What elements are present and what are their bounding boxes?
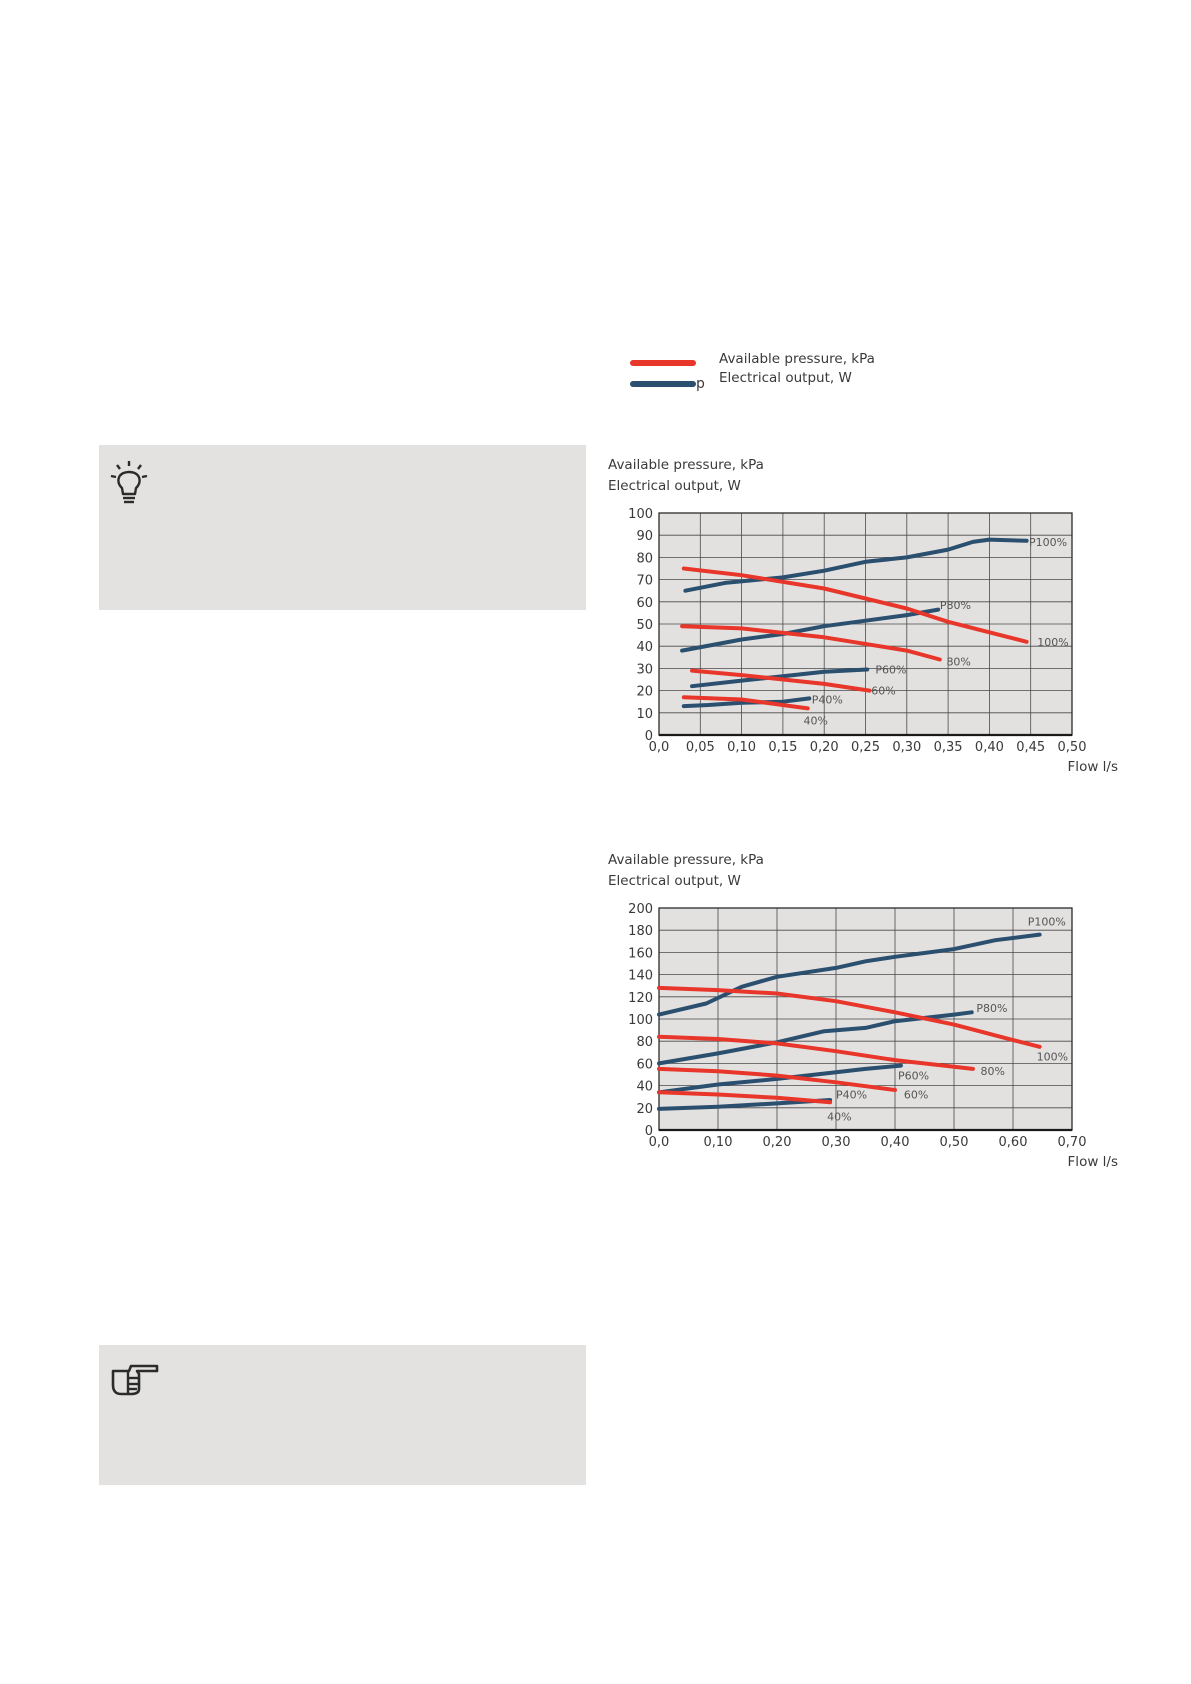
x-tick-label: 0,50 [939, 1135, 969, 1150]
series-label: P100% [1029, 535, 1068, 549]
series-label: 80% [980, 1065, 1006, 1079]
y-tick-label: 200 [628, 902, 653, 917]
y-tick-label: 80 [636, 1035, 653, 1051]
series-label: 60% [871, 684, 896, 698]
y-tick-label: 70 [636, 573, 653, 589]
x-tick-label: 0,50 [1057, 740, 1087, 755]
x-tick-label: 0,0 [648, 740, 670, 755]
pump-curve-chart-2 [605, 852, 1118, 1193]
chart-1-plot [605, 458, 1105, 758]
series-label: P60% [897, 1069, 930, 1083]
chart-2-plot [605, 853, 1105, 1153]
y-tick-label: 10 [636, 706, 653, 722]
x-tick-label: 0,05 [685, 740, 715, 755]
y-tick-label: 60 [636, 1057, 653, 1073]
series-label: P80% [976, 1001, 1008, 1015]
y-tick-label: 0 [644, 1124, 653, 1139]
y-tick-label: 100 [628, 1013, 653, 1028]
x-tick-label: 0,20 [762, 1135, 792, 1150]
series-label: 60% [903, 1088, 929, 1102]
y-tick-label: 0 [644, 729, 653, 744]
series-label: 100% [1037, 635, 1069, 649]
caution-box [99, 1345, 586, 1485]
x-tick-label: 0,60 [998, 1135, 1028, 1150]
series-label: P40% [811, 693, 843, 707]
y-tick-label: 40 [636, 1079, 653, 1095]
x-tick-label: 0,40 [880, 1135, 910, 1150]
y-tick-label: 180 [628, 924, 653, 940]
y-tick-label: 40 [636, 640, 653, 656]
x-tick-label: 0,0 [648, 1135, 670, 1150]
y-tick-label: 20 [636, 684, 653, 700]
y-tick-label: 60 [636, 595, 653, 611]
series-label: P80% [939, 599, 971, 613]
x-tick-label: 0,45 [1016, 740, 1046, 755]
x-tick-label: 0,25 [851, 740, 880, 755]
tip-box [99, 445, 586, 610]
lightbulb-icon [109, 457, 149, 507]
y-tick-label: 120 [628, 990, 653, 1006]
pressure-legend-label: Available pressure, kPa [719, 351, 875, 367]
y-tick-label: 160 [628, 946, 653, 962]
x-tick-label: 0,30 [892, 740, 922, 755]
series-label: P40% [836, 1088, 868, 1102]
y-axis-label-power: Electrical output, W [608, 873, 741, 889]
chart-legend [630, 351, 930, 400]
y-axis-label-power: Electrical output, W [608, 478, 741, 494]
series-label: 40% [803, 714, 829, 728]
y-tick-label: 140 [628, 968, 653, 984]
y-axis-label-pressure: Available pressure, kPa [608, 457, 764, 473]
power-legend-label: Electrical output, W [719, 370, 852, 386]
x-tick-label: 0,35 [933, 740, 963, 755]
x-tick-label: 0,10 [727, 740, 757, 755]
x-tick-label: 0,30 [821, 1135, 851, 1150]
pump-curve-chart-1 [605, 457, 1118, 798]
y-tick-label: 30 [636, 662, 653, 678]
series-label: 100% [1036, 1050, 1069, 1064]
series-label: P60% [875, 663, 907, 677]
y-tick-label: 50 [636, 618, 653, 633]
x-tick-label: 0,70 [1057, 1135, 1087, 1150]
y-tick-label: 90 [636, 529, 653, 545]
power-legend-line [630, 381, 696, 387]
y-tick-label: 20 [636, 1101, 653, 1117]
series-label: 80% [946, 655, 971, 669]
x-axis-label: Flow l/s [1067, 759, 1118, 775]
series-label: P100% [1027, 915, 1066, 929]
x-tick-label: 0,40 [974, 740, 1004, 755]
y-axis-label-pressure: Available pressure, kPa [608, 852, 764, 868]
x-tick-label: 0,15 [768, 740, 798, 755]
pressure-legend-line [630, 360, 696, 366]
series-label: 40% [827, 1110, 852, 1124]
pointing-hand-icon [109, 1357, 161, 1397]
x-tick-label: 0,10 [703, 1135, 733, 1150]
x-tick-label: 0,20 [809, 740, 839, 755]
y-tick-label: 100 [628, 507, 653, 522]
x-axis-label: Flow l/s [1067, 1154, 1118, 1170]
y-tick-label: 80 [636, 551, 653, 567]
power-legend-marker: p [696, 376, 705, 392]
